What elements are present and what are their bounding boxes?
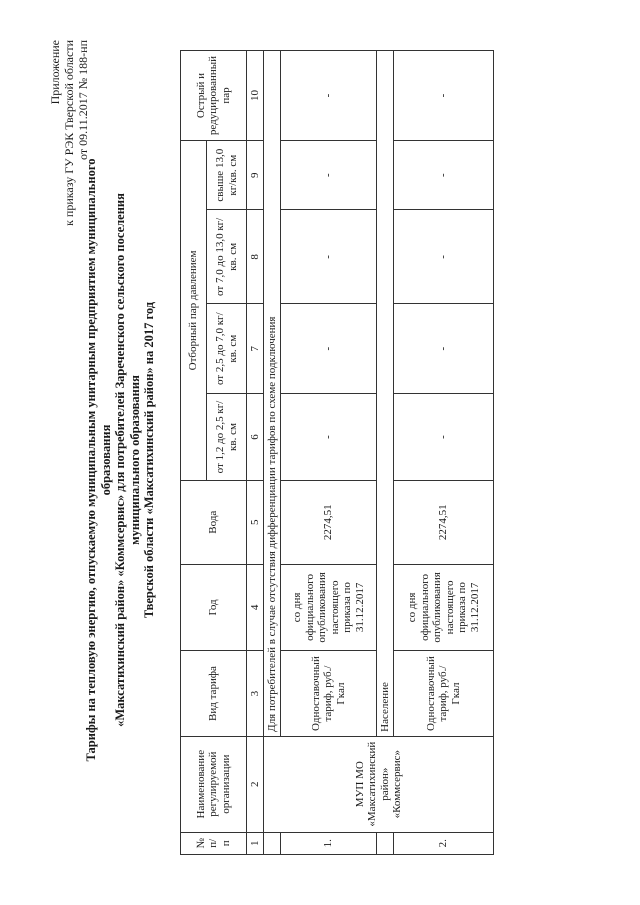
row-year: со дня официального опубликования настоящего приказа по 31.12.2017: [394, 564, 494, 651]
row-steam-4: -: [281, 141, 377, 210]
row-sharp: -: [394, 51, 494, 141]
header-steam-3: от 7,0 до 13,0 кг/кв. см: [207, 210, 247, 304]
header-num: № п/п: [181, 832, 247, 854]
appendix-label: Приложение: [48, 40, 62, 105]
col-number: 3: [247, 651, 264, 737]
header-steam-1: от 1,2 до 2,5 кг/кв. см: [207, 394, 247, 481]
header-sharp-steam: Острый и редуцированный пар: [181, 51, 247, 141]
row-sharp: -: [281, 51, 377, 141]
row-tariff-type: Одноставочный тариф, руб./Гкал: [281, 651, 377, 737]
section-title: Население: [377, 51, 394, 737]
row-water: 2274,51: [394, 480, 494, 564]
row-steam-1: -: [394, 394, 494, 481]
page-title: [84, 150, 157, 770]
header-steam-2: от 2,5 до 7,0 кг/кв. см: [207, 304, 247, 394]
col-number: 2: [247, 736, 264, 832]
row-num: 1.: [281, 832, 377, 854]
row-steam-4: -: [394, 141, 494, 210]
col-number: 4: [247, 564, 264, 651]
header-org: Наименование регулируемой организации: [181, 736, 247, 832]
col-number: 9: [247, 141, 264, 210]
appendix-date: от 09.11.2017 № 188-нп: [76, 40, 90, 160]
col-number: 6: [247, 394, 264, 481]
col-number: 7: [247, 304, 264, 394]
row-steam-3: -: [394, 210, 494, 304]
header-year: Год: [181, 564, 247, 651]
title-line-2: «Максатихинский район» «Коммсервис» для потребителей Зареченского сельского поселения муниципального образования: [113, 193, 142, 727]
col-number: 5: [247, 480, 264, 564]
appendix-order: к приказу ГУ РЭК Тверской области: [62, 40, 76, 226]
title-line-1: Тарифы на тепловую энергию, отпускаемую муниципальным унитарным предприятием муниципального образования: [84, 158, 113, 762]
row-steam-3: -: [281, 210, 377, 304]
section-row: [377, 51, 394, 855]
row-water: 2274,51: [281, 480, 377, 564]
header-tariff-type: Вид тарифа: [181, 651, 247, 737]
row-num: 2.: [394, 832, 494, 854]
row-year: со дня официального опубликования настоящего приказа по 31.12.2017: [281, 564, 377, 651]
row-steam-1: -: [281, 394, 377, 481]
row-steam-2: -: [281, 304, 377, 394]
column-numbers-row: [247, 51, 264, 855]
col-number: 1: [247, 832, 264, 854]
table-row: [394, 51, 494, 855]
org-name: МУП МО «Максатихинский район» «Коммсервис»: [264, 736, 494, 832]
section-title: Для потребителей в случае отсутствия дифференциации тарифов по схеме подключения: [264, 51, 281, 737]
section-row: [264, 51, 281, 855]
table-row: [281, 51, 377, 855]
header-water: Вода: [181, 480, 247, 564]
title-line-3: Тверской области «Максатихинский район» на 2017 год: [142, 301, 156, 619]
tariff-table: [180, 50, 494, 855]
col-number: 8: [247, 210, 264, 304]
header-steam-4: свыше 13,0 кг/кв. см: [207, 141, 247, 210]
header-steam: Отборный пар давлением: [181, 141, 207, 481]
row-tariff-type: Одноставочный тариф, руб./Гкал: [394, 651, 494, 737]
col-number: 10: [247, 51, 264, 141]
row-steam-2: -: [394, 304, 494, 394]
